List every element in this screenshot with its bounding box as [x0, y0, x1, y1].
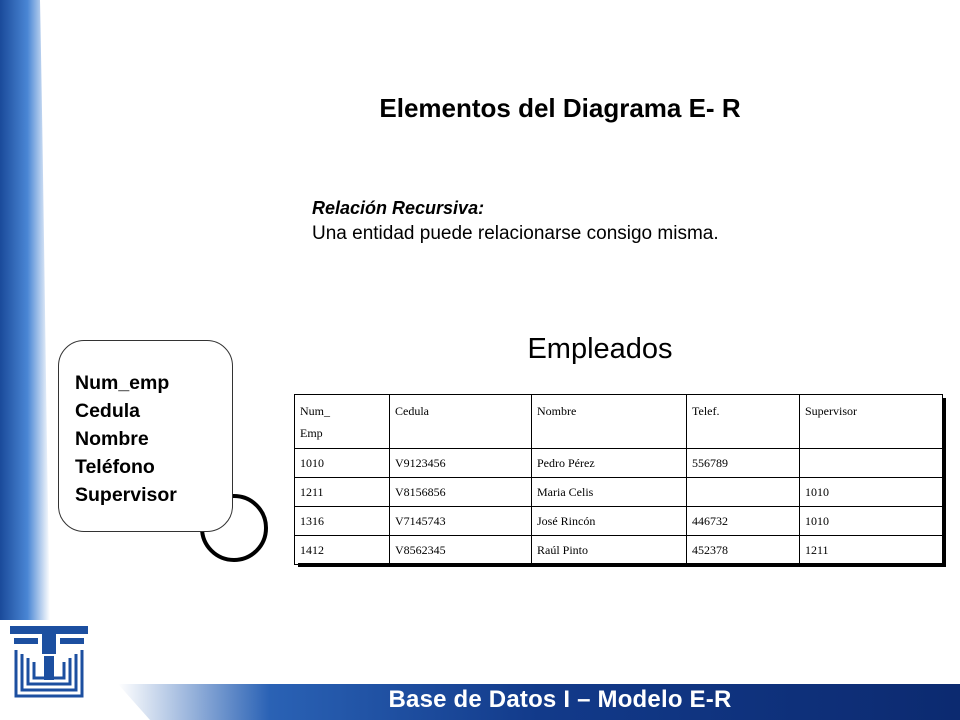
table-cell: V9123456 [390, 449, 532, 478]
entity-attribute: Nombre [75, 428, 149, 450]
table-header-cell: Nombre [532, 395, 687, 449]
footer-title: Base de Datos I – Modelo E-R [388, 686, 732, 713]
table-cell: V8156856 [390, 478, 532, 507]
table-header-cell: Num_ Emp [295, 395, 390, 449]
entity-attribute: Supervisor [75, 484, 177, 506]
table-cell: V8562345 [390, 536, 532, 565]
relation-label: Relación Recursiva: [312, 198, 485, 218]
table-cell: 1412 [295, 536, 390, 565]
empleados-table [294, 394, 943, 565]
table-cell: Raúl Pinto [532, 536, 687, 565]
entity-attribute: Teléfono [75, 456, 155, 478]
table-cell: 1211 [295, 478, 390, 507]
table-cell: José Rincón [532, 507, 687, 536]
table-cell: 446732 [687, 507, 800, 536]
table-row [295, 536, 943, 565]
entity-attribute: Num_emp [75, 372, 170, 394]
table-cell: 1211 [800, 536, 943, 565]
table-cell: 1010 [295, 449, 390, 478]
relation-description: Una entidad puede relacionarse consigo misma. [312, 223, 719, 244]
entity-attribute: Cedula [75, 400, 141, 422]
table-header-row [295, 395, 943, 449]
table-cell: 1010 [800, 478, 943, 507]
table-row [295, 449, 943, 478]
relation-definition [312, 196, 772, 248]
table-cell [687, 478, 800, 507]
table-cell: 556789 [687, 449, 800, 478]
table-cell: Maria Celis [532, 478, 687, 507]
table-header-cell: Cedula [390, 395, 532, 449]
table-row [295, 507, 943, 536]
left-decorative-band [0, 0, 52, 620]
table-cell [800, 449, 943, 478]
table-cell: 1010 [800, 507, 943, 536]
table-cell: 452378 [687, 536, 800, 565]
table-header-cell: Supervisor [800, 395, 943, 449]
table-header-cell: Telef. [687, 395, 800, 449]
slide-title: Elementos del Diagrama E- R [379, 93, 741, 123]
table-caption: Empleados [527, 333, 673, 365]
entity-empleado [58, 340, 233, 532]
table-cell: 1316 [295, 507, 390, 536]
table-cell: Pedro Pérez [532, 449, 687, 478]
table-row [295, 478, 943, 507]
table-cell: V7145743 [390, 507, 532, 536]
